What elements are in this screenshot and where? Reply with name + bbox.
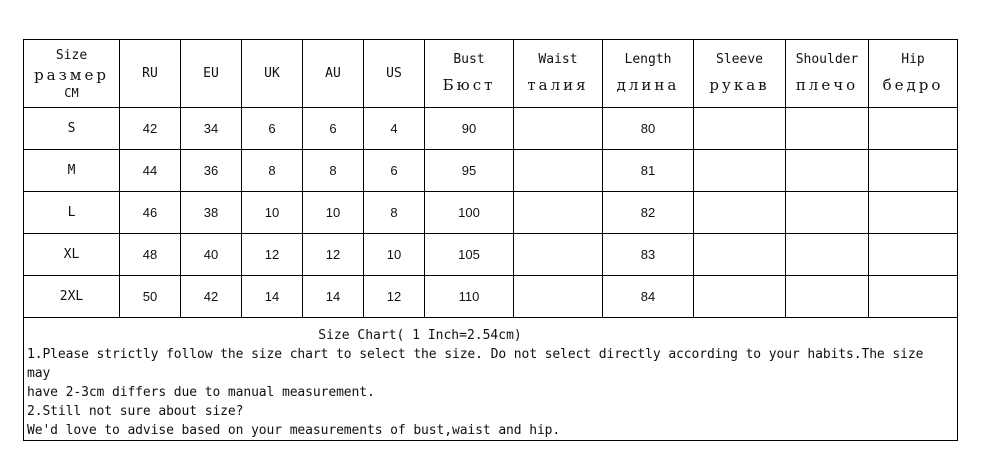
header-waist-en: Waist bbox=[538, 51, 578, 67]
cell-eu: 38 bbox=[181, 192, 242, 234]
cell-shoulder bbox=[786, 108, 869, 150]
cell-ru: 44 bbox=[120, 150, 181, 192]
cell-waist bbox=[514, 108, 603, 150]
cell-ru: 42 bbox=[120, 108, 181, 150]
notes-title: Size Chart( 1 Inch=2.54cm) bbox=[318, 328, 522, 343]
cell-eu: 36 bbox=[181, 150, 242, 192]
cell-sleeve bbox=[694, 276, 786, 318]
header-bust-ru: Бюст bbox=[442, 75, 496, 94]
cell-hip bbox=[869, 276, 958, 318]
cell-hip bbox=[869, 234, 958, 276]
cell-hip bbox=[869, 192, 958, 234]
cell-size: M bbox=[24, 150, 120, 192]
header-shoulder-ru: плечо bbox=[795, 75, 859, 94]
cell-sleeve bbox=[694, 150, 786, 192]
header-uk: UK bbox=[242, 40, 303, 108]
size-chart-table bbox=[23, 39, 958, 441]
header-hip-en: Hip bbox=[901, 51, 925, 67]
table-row bbox=[24, 150, 958, 192]
cell-size: L bbox=[24, 192, 120, 234]
cell-uk: 10 bbox=[242, 192, 303, 234]
cell-sleeve bbox=[694, 192, 786, 234]
cell-us: 8 bbox=[364, 192, 425, 234]
header-sleeve-ru: рукав bbox=[709, 75, 770, 94]
cell-size: 2XL bbox=[24, 276, 120, 318]
header-au: AU bbox=[303, 40, 364, 108]
header-sleeve bbox=[694, 40, 786, 108]
cell-eu: 40 bbox=[181, 234, 242, 276]
header-sleeve-en: Sleeve bbox=[716, 51, 763, 67]
header-hip-ru: бедро bbox=[882, 75, 944, 94]
cell-size: S bbox=[24, 108, 120, 150]
cell-us: 4 bbox=[364, 108, 425, 150]
header-bust bbox=[425, 40, 514, 108]
cell-bust: 110 bbox=[425, 276, 514, 318]
cell-hip bbox=[869, 150, 958, 192]
header-eu: EU bbox=[181, 40, 242, 108]
cell-sleeve bbox=[694, 234, 786, 276]
cell-uk: 12 bbox=[242, 234, 303, 276]
header-row bbox=[24, 40, 958, 108]
cell-au: 14 bbox=[303, 276, 364, 318]
header-size bbox=[24, 40, 120, 108]
cell-bust: 105 bbox=[425, 234, 514, 276]
cell-au: 8 bbox=[303, 150, 364, 192]
cell-au: 6 bbox=[303, 108, 364, 150]
cell-uk: 14 bbox=[242, 276, 303, 318]
note-line-3: 2.Still not sure about size? bbox=[27, 404, 244, 419]
header-ru: RU bbox=[120, 40, 181, 108]
cell-length: 82 bbox=[603, 192, 694, 234]
cell-waist bbox=[514, 192, 603, 234]
table-row bbox=[24, 234, 958, 276]
header-size-unit: CM bbox=[64, 85, 79, 100]
cell-length: 83 bbox=[603, 234, 694, 276]
notes-cell bbox=[24, 318, 958, 441]
header-waist-ru: талия bbox=[527, 75, 589, 94]
cell-waist bbox=[514, 150, 603, 192]
header-size-ru: размер bbox=[34, 65, 109, 84]
header-length bbox=[603, 40, 694, 108]
note-line-2: have 2-3cm differs due to manual measurement. bbox=[27, 385, 375, 400]
cell-bust: 90 bbox=[425, 108, 514, 150]
table-row bbox=[24, 192, 958, 234]
cell-uk: 8 bbox=[242, 150, 303, 192]
cell-us: 12 bbox=[364, 276, 425, 318]
header-shoulder bbox=[786, 40, 869, 108]
cell-ru: 46 bbox=[120, 192, 181, 234]
cell-size: XL bbox=[24, 234, 120, 276]
cell-us: 6 bbox=[364, 150, 425, 192]
header-length-en: Length bbox=[624, 51, 672, 67]
header-bust-en: Bust bbox=[453, 51, 485, 67]
cell-waist bbox=[514, 276, 603, 318]
cell-ru: 48 bbox=[120, 234, 181, 276]
cell-length: 81 bbox=[603, 150, 694, 192]
notes-row bbox=[24, 318, 958, 441]
note-line-1: 1.Please strictly follow the size chart to select the size. Do not select directly according to your habits.The size may bbox=[27, 347, 924, 381]
cell-waist bbox=[514, 234, 603, 276]
cell-shoulder bbox=[786, 150, 869, 192]
table-row bbox=[24, 108, 958, 150]
header-length-ru: длина bbox=[616, 75, 680, 94]
cell-shoulder bbox=[786, 192, 869, 234]
cell-length: 80 bbox=[603, 108, 694, 150]
cell-uk: 6 bbox=[242, 108, 303, 150]
header-shoulder-en: Shoulder bbox=[795, 51, 859, 67]
cell-bust: 100 bbox=[425, 192, 514, 234]
header-hip bbox=[869, 40, 958, 108]
header-us: US bbox=[364, 40, 425, 108]
table-row bbox=[24, 276, 958, 318]
header-waist bbox=[514, 40, 603, 108]
cell-shoulder bbox=[786, 276, 869, 318]
cell-bust: 95 bbox=[425, 150, 514, 192]
note-line-4: We'd love to advise based on your measurements of bust,waist and hip. bbox=[27, 423, 561, 438]
cell-ru: 50 bbox=[120, 276, 181, 318]
cell-eu: 34 bbox=[181, 108, 242, 150]
cell-eu: 42 bbox=[181, 276, 242, 318]
cell-sleeve bbox=[694, 108, 786, 150]
header-size-en: Size bbox=[55, 47, 88, 63]
cell-au: 10 bbox=[303, 192, 364, 234]
cell-length: 84 bbox=[603, 276, 694, 318]
cell-us: 10 bbox=[364, 234, 425, 276]
cell-hip bbox=[869, 108, 958, 150]
cell-au: 12 bbox=[303, 234, 364, 276]
cell-shoulder bbox=[786, 234, 869, 276]
